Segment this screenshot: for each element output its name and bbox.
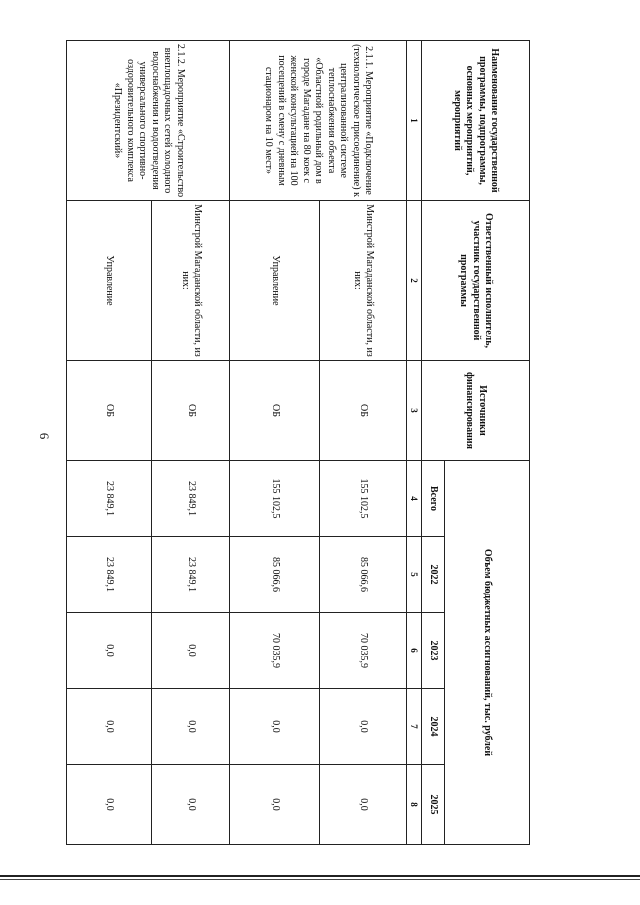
row-executor: Минстрой Магаданской области, из них:	[151, 201, 230, 361]
header-executor: Ответственный исполнитель, участник государственной программы	[421, 201, 529, 361]
row-2025: 0,0	[230, 765, 319, 845]
table-row	[319, 41, 406, 845]
header-total: Всего	[421, 461, 444, 537]
row-source: ОБ	[319, 361, 406, 461]
row-total: 155 102,5	[319, 461, 406, 537]
row-2024: 0,0	[67, 689, 152, 765]
row-2025: 0,0	[151, 765, 230, 845]
header-2025: 2025	[421, 765, 444, 845]
row-2022: 23 849,1	[67, 537, 152, 613]
row-2022: 85 066,6	[319, 537, 406, 613]
column-number: 1	[406, 41, 421, 201]
column-number: 5	[406, 537, 421, 613]
row-executor: Управление	[230, 201, 319, 361]
row-source: ОБ	[67, 361, 152, 461]
row-2023: 70 035,9	[230, 613, 319, 689]
header-2024: 2024	[421, 689, 444, 765]
page-bottom-divider	[0, 875, 640, 877]
row-2025: 0,0	[319, 765, 406, 845]
header-2022: 2022	[421, 537, 444, 613]
budget-table-container	[66, 40, 530, 844]
header-2023: 2023	[421, 613, 444, 689]
row-source: ОБ	[151, 361, 230, 461]
row-2024: 0,0	[151, 689, 230, 765]
header-source: Источники финансирования	[421, 361, 529, 461]
row-total: 155 102,5	[230, 461, 319, 537]
column-number: 7	[406, 689, 421, 765]
row-2022: 23 849,1	[151, 537, 230, 613]
page-number: 6	[37, 432, 52, 440]
row-name: 2.1.2. Мероприятие «Строительство внеплощадочных сетей холодного водоснабжения и водоотведения универсального спортивно-оздоровительного комплекса «Президентский»	[67, 41, 231, 201]
row-2024: 0,0	[230, 689, 319, 765]
row-name: 2.1.1. Мероприятие «Подключение (технологическое присоединение) к централизованной системе теплоснабжения объекта «Областной родильный дом в городе Магадане на 80 коек с женской консультацией на 100 посещений в смену с дневным стационаром на 10 мест»	[230, 41, 406, 201]
column-number: 2	[406, 201, 421, 361]
row-2023: 70 035,9	[319, 613, 406, 689]
header-volume: Объем бюджетных ассигнований, тыс. рублей	[445, 461, 530, 845]
row-2024: 0,0	[319, 689, 406, 765]
header-name: Наименование государственной программы, подпрограммы, основных мероприятий, мероприятий	[421, 41, 529, 201]
column-number: 8	[406, 765, 421, 845]
row-executor: Минстрой Магаданской области, из них:	[319, 201, 406, 361]
column-number: 3	[406, 361, 421, 461]
row-2025: 0,0	[67, 765, 152, 845]
column-number: 6	[406, 613, 421, 689]
row-2023: 0,0	[151, 613, 230, 689]
row-executor: Управление	[67, 201, 152, 361]
row-total: 23 849,1	[151, 461, 230, 537]
column-number: 4	[406, 461, 421, 537]
row-2023: 0,0	[67, 613, 152, 689]
row-2022: 85 066,6	[230, 537, 319, 613]
row-total: 23 849,1	[67, 461, 152, 537]
page-bottom-divider-thin	[0, 879, 640, 880]
budget-table	[66, 40, 530, 845]
table-row	[151, 41, 230, 845]
row-source: ОБ	[230, 361, 319, 461]
